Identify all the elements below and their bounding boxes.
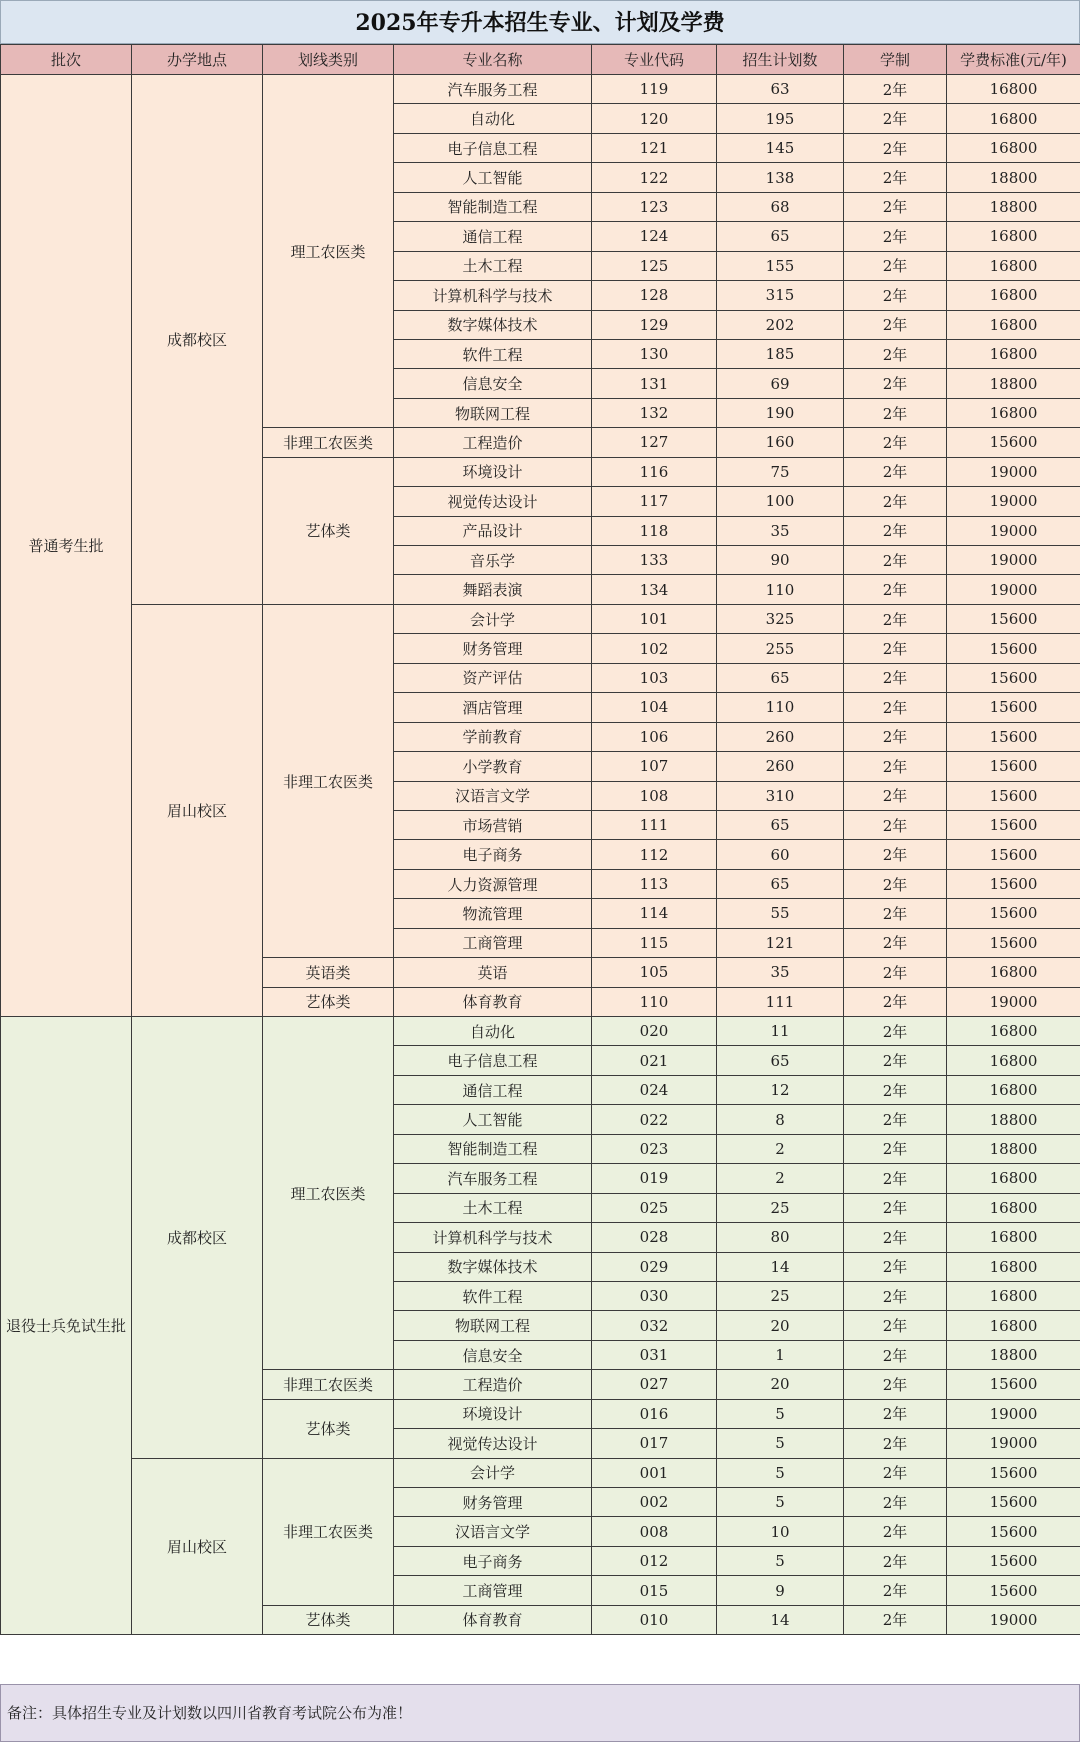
category-cell: 理工农医类 [263,75,394,428]
tuition-cell: 18800 [947,1134,1080,1163]
tuition-cell: 16800 [947,133,1080,162]
major-cell: 人工智能 [394,1105,592,1134]
duration-cell: 2年 [844,75,947,104]
plan-cell: 14 [717,1605,844,1634]
batch-cell: 普通考生批 [1,75,132,1017]
tuition-cell: 19000 [947,1429,1080,1458]
duration-cell: 2年 [844,1193,947,1222]
tuition-cell: 16800 [947,1252,1080,1281]
major-cell: 会计学 [394,1458,592,1487]
tuition-cell: 15600 [947,1576,1080,1605]
major-cell: 酒店管理 [394,693,592,722]
code-cell: 103 [592,663,717,692]
code-cell: 002 [592,1488,717,1517]
major-cell: 工程造价 [394,1370,592,1399]
duration-cell: 2年 [844,339,947,368]
tuition-cell: 19000 [947,457,1080,486]
tuition-cell: 15600 [947,840,1080,869]
major-cell: 自动化 [394,104,592,133]
plan-cell: 10 [717,1517,844,1546]
duration-cell: 2年 [844,781,947,810]
major-cell: 通信工程 [394,1075,592,1104]
tuition-cell: 15600 [947,1546,1080,1575]
plan-cell: 310 [717,781,844,810]
header-plan: 招生计划数 [717,45,844,75]
code-cell: 001 [592,1458,717,1487]
code-cell: 106 [592,722,717,751]
major-cell: 物联网工程 [394,1311,592,1340]
code-cell: 129 [592,310,717,339]
major-cell: 视觉传达设计 [394,1429,592,1458]
duration-cell: 2年 [844,840,947,869]
duration-cell: 2年 [844,1605,947,1634]
major-cell: 人工智能 [394,163,592,192]
plan-cell: 121 [717,928,844,957]
header-category: 划线类别 [263,45,394,75]
tuition-cell: 16800 [947,339,1080,368]
tuition-cell: 16800 [947,1075,1080,1104]
tuition-cell: 16800 [947,1017,1080,1046]
plan-cell: 9 [717,1576,844,1605]
category-cell: 非理工农医类 [263,1370,394,1399]
code-cell: 032 [592,1311,717,1340]
duration-cell: 2年 [844,869,947,898]
plan-cell: 111 [717,987,844,1016]
plan-cell: 12 [717,1075,844,1104]
tuition-cell: 16800 [947,1046,1080,1075]
plan-cell: 5 [717,1488,844,1517]
tuition-cell: 15600 [947,604,1080,633]
code-cell: 118 [592,516,717,545]
header-campus: 办学地点 [132,45,263,75]
major-cell: 人力资源管理 [394,869,592,898]
code-cell: 016 [592,1399,717,1428]
major-cell: 电子商务 [394,840,592,869]
major-cell: 电子商务 [394,1546,592,1575]
plan-cell: 65 [717,663,844,692]
duration-cell: 2年 [844,369,947,398]
duration-cell: 2年 [844,457,947,486]
campus-cell: 成都校区 [132,1017,263,1459]
code-cell: 122 [592,163,717,192]
plan-cell: 20 [717,1311,844,1340]
code-cell: 027 [592,1370,717,1399]
major-cell: 工商管理 [394,928,592,957]
code-cell: 113 [592,869,717,898]
plan-cell: 110 [717,693,844,722]
plan-cell: 65 [717,869,844,898]
major-cell: 智能制造工程 [394,192,592,221]
duration-cell: 2年 [844,663,947,692]
duration-cell: 2年 [844,516,947,545]
tuition-cell: 19000 [947,1605,1080,1634]
major-cell: 财务管理 [394,1488,592,1517]
plan-cell: 2 [717,1134,844,1163]
major-cell: 汽车服务工程 [394,75,592,104]
major-cell: 计算机科学与技术 [394,1223,592,1252]
plan-cell: 63 [717,75,844,104]
duration-cell: 2年 [844,604,947,633]
code-cell: 008 [592,1517,717,1546]
duration-cell: 2年 [844,1311,947,1340]
category-cell: 英语类 [263,958,394,987]
plan-cell: 25 [717,1193,844,1222]
major-cell: 计算机科学与技术 [394,281,592,310]
major-cell: 会计学 [394,604,592,633]
tuition-cell: 19000 [947,1399,1080,1428]
duration-cell: 2年 [844,1134,947,1163]
duration-cell: 2年 [844,899,947,928]
duration-cell: 2年 [844,1576,947,1605]
code-cell: 117 [592,487,717,516]
tuition-cell: 16800 [947,75,1080,104]
tuition-cell: 16800 [947,958,1080,987]
plan-cell: 202 [717,310,844,339]
plan-cell: 60 [717,840,844,869]
major-cell: 舞蹈表演 [394,575,592,604]
duration-cell: 2年 [844,1546,947,1575]
code-cell: 123 [592,192,717,221]
plan-cell: 110 [717,575,844,604]
major-cell: 电子信息工程 [394,133,592,162]
code-cell: 028 [592,1223,717,1252]
plan-cell: 138 [717,163,844,192]
plan-cell: 185 [717,339,844,368]
duration-cell: 2年 [844,104,947,133]
tuition-cell: 16800 [947,281,1080,310]
major-cell: 体育教育 [394,1605,592,1634]
plan-cell: 80 [717,1223,844,1252]
campus-cell: 眉山校区 [132,1458,263,1635]
tuition-cell: 15600 [947,722,1080,751]
code-cell: 116 [592,457,717,486]
duration-cell: 2年 [844,987,947,1016]
tuition-cell: 15600 [947,752,1080,781]
major-cell: 物联网工程 [394,398,592,427]
tuition-cell: 18800 [947,1105,1080,1134]
major-cell: 学前教育 [394,722,592,751]
plan-cell: 14 [717,1252,844,1281]
duration-cell: 2年 [844,1017,947,1046]
code-cell: 124 [592,222,717,251]
code-cell: 107 [592,752,717,781]
header-code: 专业代码 [592,45,717,75]
major-cell: 市场营销 [394,810,592,839]
major-cell: 智能制造工程 [394,1134,592,1163]
tuition-cell: 16800 [947,1223,1080,1252]
plan-cell: 190 [717,398,844,427]
tuition-cell: 19000 [947,487,1080,516]
major-cell: 数字媒体技术 [394,1252,592,1281]
plan-cell: 260 [717,752,844,781]
plan-cell: 65 [717,1046,844,1075]
plan-cell: 65 [717,810,844,839]
duration-cell: 2年 [844,634,947,663]
tuition-cell: 15600 [947,1458,1080,1487]
major-cell: 财务管理 [394,634,592,663]
plan-cell: 260 [717,722,844,751]
tuition-cell: 18800 [947,1340,1080,1369]
table-row [1,1017,1080,1046]
plan-cell: 5 [717,1429,844,1458]
plan-cell: 155 [717,251,844,280]
major-cell: 资产评估 [394,663,592,692]
tuition-cell: 15600 [947,869,1080,898]
plan-cell: 145 [717,133,844,162]
campus-cell: 成都校区 [132,75,263,605]
code-cell: 102 [592,634,717,663]
tuition-cell: 15600 [947,899,1080,928]
plan-cell: 75 [717,457,844,486]
code-cell: 119 [592,75,717,104]
tuition-cell: 16800 [947,398,1080,427]
category-cell: 非理工农医类 [263,604,394,957]
duration-cell: 2年 [844,1105,947,1134]
duration-cell: 2年 [844,163,947,192]
category-cell: 艺体类 [263,1399,394,1458]
code-cell: 134 [592,575,717,604]
code-cell: 019 [592,1164,717,1193]
duration-cell: 2年 [844,251,947,280]
duration-cell: 2年 [844,222,947,251]
tuition-cell: 16800 [947,1164,1080,1193]
duration-cell: 2年 [844,281,947,310]
table-row [1,1458,1080,1487]
plan-cell: 255 [717,634,844,663]
plan-cell: 35 [717,958,844,987]
major-cell: 信息安全 [394,1340,592,1369]
plan-cell: 68 [717,192,844,221]
tuition-cell: 19000 [947,516,1080,545]
tuition-cell: 16800 [947,1281,1080,1310]
major-cell: 小学教育 [394,752,592,781]
plan-cell: 65 [717,222,844,251]
code-cell: 104 [592,693,717,722]
tuition-cell: 16800 [947,310,1080,339]
page-title: 2025年专升本招生专业、计划及学费 [0,0,1080,44]
code-cell: 132 [592,398,717,427]
major-cell: 土木工程 [394,251,592,280]
code-cell: 023 [592,1134,717,1163]
major-cell: 环境设计 [394,1399,592,1428]
duration-cell: 2年 [844,575,947,604]
plan-cell: 35 [717,516,844,545]
tuition-cell: 15600 [947,1517,1080,1546]
code-cell: 112 [592,840,717,869]
duration-cell: 2年 [844,428,947,457]
duration-cell: 2年 [844,722,947,751]
duration-cell: 2年 [844,1281,947,1310]
header-major: 专业名称 [394,45,592,75]
category-cell: 艺体类 [263,987,394,1016]
code-cell: 022 [592,1105,717,1134]
duration-cell: 2年 [844,1370,947,1399]
plan-cell: 11 [717,1017,844,1046]
duration-cell: 2年 [844,810,947,839]
plan-cell: 315 [717,281,844,310]
header-batch: 批次 [1,45,132,75]
tuition-cell: 15600 [947,1370,1080,1399]
plan-cell: 5 [717,1546,844,1575]
code-cell: 130 [592,339,717,368]
code-cell: 115 [592,928,717,957]
header-duration: 学制 [844,45,947,75]
major-cell: 工商管理 [394,1576,592,1605]
code-cell: 131 [592,369,717,398]
tuition-cell: 16800 [947,1193,1080,1222]
major-cell: 自动化 [394,1017,592,1046]
tuition-cell: 19000 [947,546,1080,575]
duration-cell: 2年 [844,1399,947,1428]
code-cell: 021 [592,1046,717,1075]
plan-cell: 5 [717,1458,844,1487]
code-cell: 120 [592,104,717,133]
plan-cell: 160 [717,428,844,457]
plan-cell: 69 [717,369,844,398]
duration-cell: 2年 [844,1517,947,1546]
admissions-table [0,44,1080,1635]
tuition-cell: 15600 [947,634,1080,663]
duration-cell: 2年 [844,1458,947,1487]
batch-cell: 退役士兵免试生批 [1,1017,132,1635]
plan-cell: 25 [717,1281,844,1310]
table-body [1,75,1080,1635]
tuition-cell: 16800 [947,104,1080,133]
duration-cell: 2年 [844,1223,947,1252]
plan-cell: 2 [717,1164,844,1193]
category-cell: 艺体类 [263,457,394,604]
duration-cell: 2年 [844,546,947,575]
duration-cell: 2年 [844,310,947,339]
code-cell: 012 [592,1546,717,1575]
duration-cell: 2年 [844,958,947,987]
major-cell: 英语 [394,958,592,987]
duration-cell: 2年 [844,398,947,427]
tuition-cell: 15600 [947,928,1080,957]
plan-cell: 325 [717,604,844,633]
plan-cell: 1 [717,1340,844,1369]
major-cell: 汉语言文学 [394,781,592,810]
major-cell: 工程造价 [394,428,592,457]
table-row [1,75,1080,104]
duration-cell: 2年 [844,1252,947,1281]
plan-cell: 90 [717,546,844,575]
code-cell: 121 [592,133,717,162]
major-cell: 土木工程 [394,1193,592,1222]
major-cell: 电子信息工程 [394,1046,592,1075]
major-cell: 信息安全 [394,369,592,398]
table-row [1,604,1080,633]
tuition-cell: 18800 [947,163,1080,192]
header-tuition: 学费标准(元/年) [947,45,1080,75]
tuition-cell: 16800 [947,222,1080,251]
plan-cell: 20 [717,1370,844,1399]
duration-cell: 2年 [844,693,947,722]
plan-cell: 8 [717,1105,844,1134]
code-cell: 031 [592,1340,717,1369]
code-cell: 017 [592,1429,717,1458]
duration-cell: 2年 [844,1429,947,1458]
tuition-cell: 18800 [947,192,1080,221]
code-cell: 111 [592,810,717,839]
duration-cell: 2年 [844,928,947,957]
major-cell: 软件工程 [394,339,592,368]
category-cell: 艺体类 [263,1605,394,1634]
major-cell: 软件工程 [394,1281,592,1310]
tuition-cell: 15600 [947,1488,1080,1517]
duration-cell: 2年 [844,487,947,516]
tuition-cell: 16800 [947,1311,1080,1340]
campus-cell: 眉山校区 [132,604,263,1016]
major-cell: 汉语言文学 [394,1517,592,1546]
major-cell: 体育教育 [394,987,592,1016]
tuition-cell: 19000 [947,987,1080,1016]
tuition-cell: 16800 [947,251,1080,280]
major-cell: 音乐学 [394,546,592,575]
code-cell: 015 [592,1576,717,1605]
footnote: 备注：具体招生专业及计划数以四川省教育考试院公布为准！ [0,1684,1080,1742]
category-cell: 理工农医类 [263,1017,394,1370]
duration-cell: 2年 [844,1340,947,1369]
category-cell: 非理工农医类 [263,428,394,457]
code-cell: 024 [592,1075,717,1104]
duration-cell: 2年 [844,133,947,162]
duration-cell: 2年 [844,1164,947,1193]
plan-cell: 55 [717,899,844,928]
plan-cell: 195 [717,104,844,133]
code-cell: 020 [592,1017,717,1046]
tuition-cell: 15600 [947,428,1080,457]
major-cell: 汽车服务工程 [394,1164,592,1193]
duration-cell: 2年 [844,1046,947,1075]
category-cell: 非理工农医类 [263,1458,394,1605]
major-cell: 环境设计 [394,457,592,486]
tuition-cell: 15600 [947,810,1080,839]
major-cell: 视觉传达设计 [394,487,592,516]
code-cell: 128 [592,281,717,310]
code-cell: 010 [592,1605,717,1634]
tuition-cell: 18800 [947,369,1080,398]
code-cell: 114 [592,899,717,928]
duration-cell: 2年 [844,752,947,781]
code-cell: 025 [592,1193,717,1222]
plan-cell: 5 [717,1399,844,1428]
code-cell: 133 [592,546,717,575]
tuition-cell: 19000 [947,575,1080,604]
code-cell: 030 [592,1281,717,1310]
code-cell: 105 [592,958,717,987]
duration-cell: 2年 [844,1488,947,1517]
code-cell: 108 [592,781,717,810]
tuition-cell: 15600 [947,693,1080,722]
code-cell: 125 [592,251,717,280]
duration-cell: 2年 [844,1075,947,1104]
header-row [1,45,1080,75]
tuition-cell: 15600 [947,781,1080,810]
major-cell: 产品设计 [394,516,592,545]
code-cell: 127 [592,428,717,457]
major-cell: 数字媒体技术 [394,310,592,339]
duration-cell: 2年 [844,192,947,221]
major-cell: 通信工程 [394,222,592,251]
major-cell: 物流管理 [394,899,592,928]
code-cell: 110 [592,987,717,1016]
plan-cell: 100 [717,487,844,516]
code-cell: 029 [592,1252,717,1281]
code-cell: 101 [592,604,717,633]
tuition-cell: 15600 [947,663,1080,692]
